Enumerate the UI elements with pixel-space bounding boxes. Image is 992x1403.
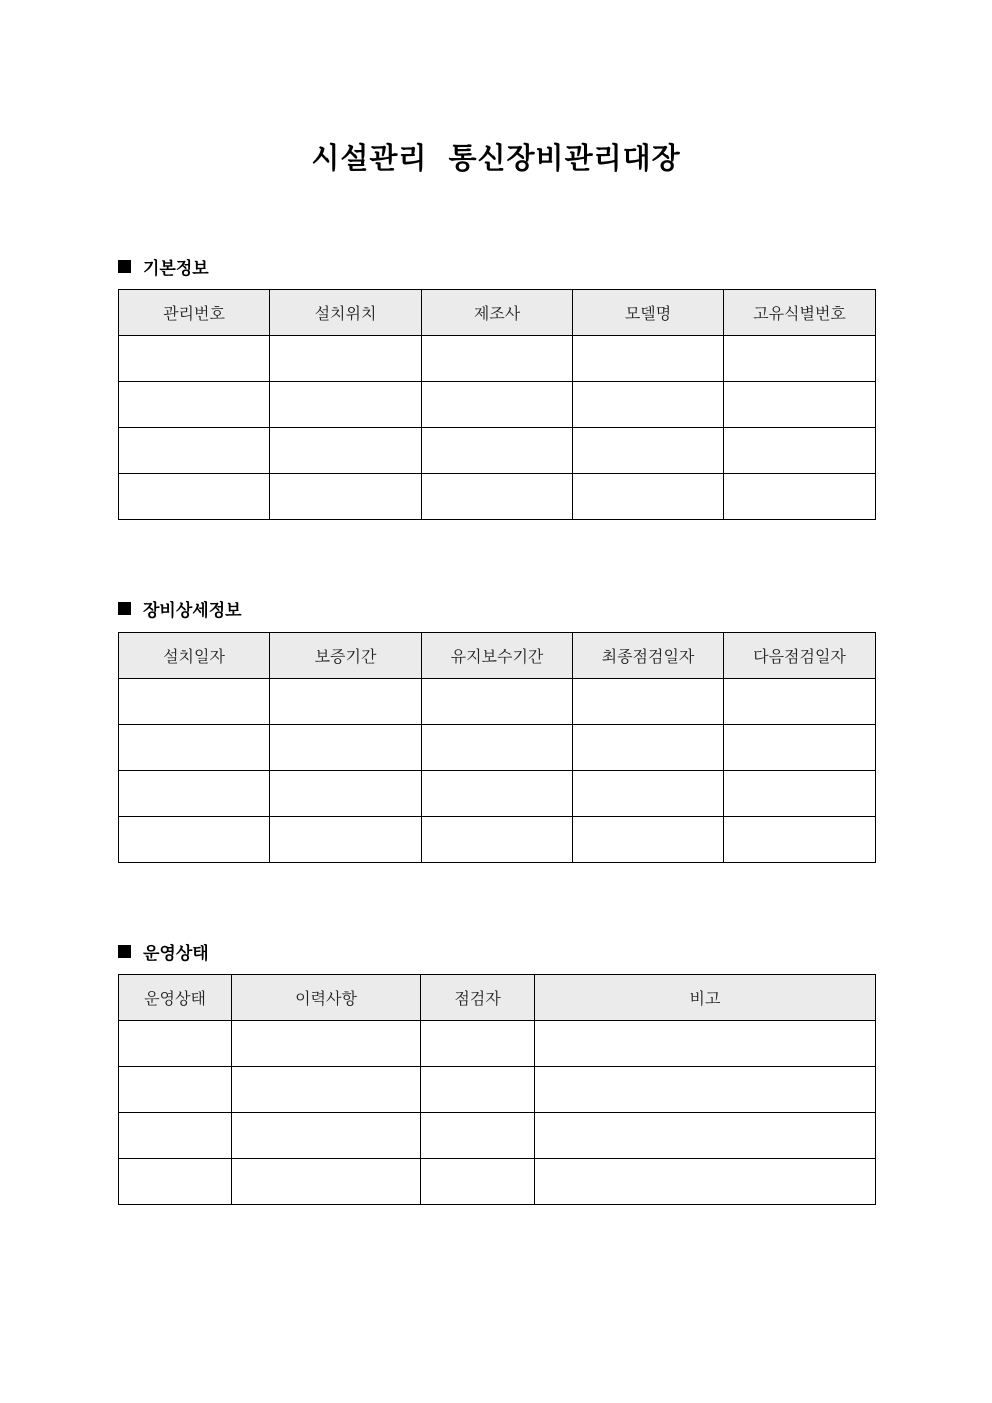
column-header: 고유식별번호 [724,290,876,336]
table-cell[interactable] [422,382,573,428]
table-row [119,1159,876,1205]
equipment-detail-table [118,632,876,863]
column-header: 점검자 [421,975,535,1021]
table-row [119,679,876,725]
table-cell[interactable] [270,725,422,771]
table-cell[interactable] [119,1113,232,1159]
table-cell[interactable] [724,382,876,428]
table-cell[interactable] [119,382,270,428]
table-cell[interactable] [573,771,724,817]
table-cell[interactable] [270,771,422,817]
page-title: 시설관리 통신장비관리대장 [311,141,681,175]
table-cell[interactable] [573,725,724,771]
table-row [119,725,876,771]
table-cell[interactable] [232,1113,421,1159]
table-cell[interactable] [724,336,876,382]
table-cell[interactable] [422,428,573,474]
table-row [119,1021,876,1067]
table-cell[interactable] [573,336,724,382]
table-header-row [119,290,876,336]
table-cell[interactable] [573,679,724,725]
table-cell[interactable] [119,725,270,771]
table-cell[interactable] [535,1159,876,1205]
table-cell[interactable] [270,336,422,382]
column-header: 관리번호 [119,290,270,336]
section-heading-label: 운영상태 [143,944,209,964]
column-header: 모델명 [573,290,724,336]
column-header: 설치위치 [270,290,422,336]
table-cell[interactable] [422,336,573,382]
square-bullet-icon [118,260,131,273]
table-cell[interactable] [232,1159,421,1205]
column-header: 제조사 [422,290,573,336]
table-row [119,771,876,817]
section-heading-basic-info [118,254,209,279]
table-cell[interactable] [119,336,270,382]
table-cell[interactable] [119,1067,232,1113]
table-cell[interactable] [724,474,876,520]
table-cell[interactable] [422,771,573,817]
operation-status-table [118,974,876,1205]
table-cell[interactable] [232,1021,421,1067]
table-cell[interactable] [119,474,270,520]
basic-info-table [118,289,876,520]
table-cell[interactable] [535,1113,876,1159]
table-header-row [119,975,876,1021]
table-cell[interactable] [421,1021,535,1067]
table-cell[interactable] [421,1067,535,1113]
table-cell[interactable] [421,1113,535,1159]
table-cell[interactable] [119,1159,232,1205]
table-cell[interactable] [724,428,876,474]
table-row [119,336,876,382]
table-header-row [119,633,876,679]
table-cell[interactable] [573,474,724,520]
table-row [119,1113,876,1159]
table-cell[interactable] [422,817,573,863]
table-cell[interactable] [535,1021,876,1067]
column-header: 유지보수기간 [422,633,573,679]
table-row [119,474,876,520]
table-cell[interactable] [270,474,422,520]
table-cell[interactable] [422,474,573,520]
table-cell[interactable] [724,771,876,817]
section-heading-label: 장비상세정보 [143,601,242,621]
table-row [119,1067,876,1113]
table-cell[interactable] [422,679,573,725]
table-cell[interactable] [573,428,724,474]
table-cell[interactable] [724,817,876,863]
square-bullet-icon [118,945,131,958]
table-cell[interactable] [270,817,422,863]
table-cell[interactable] [119,817,270,863]
table-cell[interactable] [724,679,876,725]
table-cell[interactable] [119,771,270,817]
section-heading-equipment-detail [118,596,242,621]
section-heading-operation-status [118,939,209,964]
table-cell[interactable] [270,428,422,474]
table-cell[interactable] [119,679,270,725]
column-header: 보증기간 [270,633,422,679]
table-cell[interactable] [270,382,422,428]
table-cell[interactable] [422,725,573,771]
table-cell[interactable] [119,1021,232,1067]
column-header: 설치일자 [119,633,270,679]
table-cell[interactable] [270,679,422,725]
table-cell[interactable] [232,1067,421,1113]
column-header: 비고 [535,975,876,1021]
column-header: 운영상태 [119,975,232,1021]
column-header: 최종점검일자 [573,633,724,679]
table-cell[interactable] [573,817,724,863]
table-row [119,817,876,863]
column-header: 다음점검일자 [724,633,876,679]
table-row [119,428,876,474]
table-cell[interactable] [421,1159,535,1205]
table-row [119,382,876,428]
table-cell[interactable] [573,382,724,428]
section-heading-label: 기본정보 [143,259,209,279]
column-header: 이력사항 [232,975,421,1021]
table-cell[interactable] [119,428,270,474]
table-cell[interactable] [535,1067,876,1113]
square-bullet-icon [118,602,131,615]
table-cell[interactable] [724,725,876,771]
